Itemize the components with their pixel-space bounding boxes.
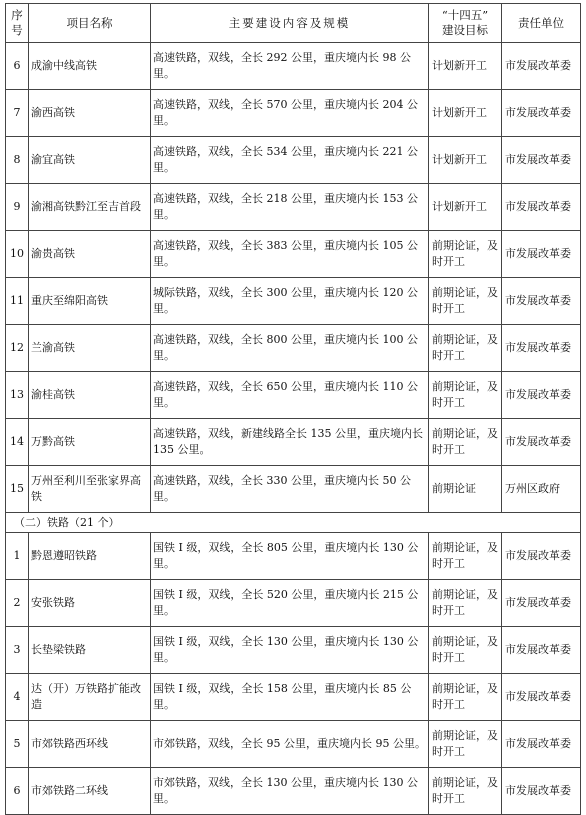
cell-num: 1 <box>6 533 29 580</box>
cell-name: 渝桂高铁 <box>29 372 151 419</box>
cell-content: 高速铁路，双线，新建线路全长 135 公里，重庆境内长 135 公里。 <box>151 419 429 466</box>
cell-unit: 市发展改革委 <box>502 325 581 372</box>
cell-target: 前期论证，及时开工 <box>429 419 502 466</box>
cell-unit: 万州区政府 <box>502 466 581 513</box>
cell-num: 4 <box>6 674 29 721</box>
cell-target: 前期论证，及时开工 <box>429 325 502 372</box>
cell-num: 13 <box>6 372 29 419</box>
table-row <box>6 184 581 231</box>
cell-unit: 市发展改革委 <box>502 43 581 90</box>
cell-unit: 市发展改革委 <box>502 721 581 768</box>
cell-target: 前期论证，及时开工 <box>429 768 502 815</box>
table-row <box>6 533 581 580</box>
cell-num: 12 <box>6 325 29 372</box>
cell-unit: 市发展改革委 <box>502 278 581 325</box>
cell-num: 10 <box>6 231 29 278</box>
cell-target: 前期论证 <box>429 466 502 513</box>
cell-target: 前期论证，及时开工 <box>429 231 502 278</box>
table-row <box>6 419 581 466</box>
cell-num: 9 <box>6 184 29 231</box>
cell-name: 渝湘高铁黔江至吉首段 <box>29 184 151 231</box>
cell-name: 安张铁路 <box>29 580 151 627</box>
header-content: 主要建设内容及规模 <box>151 4 429 43</box>
table-row <box>6 43 581 90</box>
table-row <box>6 278 581 325</box>
header-name: 项目名称 <box>29 4 151 43</box>
cell-name: 达（开）万铁路扩能改造 <box>29 674 151 721</box>
cell-unit: 市发展改革委 <box>502 372 581 419</box>
cell-target: 计划新开工 <box>429 137 502 184</box>
cell-num: 6 <box>6 43 29 90</box>
table-row <box>6 580 581 627</box>
cell-target: 前期论证，及时开工 <box>429 580 502 627</box>
cell-target: 前期论证，及时开工 <box>429 627 502 674</box>
cell-unit: 市发展改革委 <box>502 533 581 580</box>
cell-num: 2 <box>6 580 29 627</box>
cell-name: 长垫梁铁路 <box>29 627 151 674</box>
cell-target: 前期论证，及时开工 <box>429 372 502 419</box>
cell-name: 成渝中线高铁 <box>29 43 151 90</box>
table-row <box>6 768 581 815</box>
cell-unit: 市发展改革委 <box>502 231 581 278</box>
cell-unit: 市发展改革委 <box>502 674 581 721</box>
table-row <box>6 90 581 137</box>
cell-unit: 市发展改革委 <box>502 137 581 184</box>
cell-name: 渝西高铁 <box>29 90 151 137</box>
cell-name: 黔恩遵昭铁路 <box>29 533 151 580</box>
cell-unit: 市发展改革委 <box>502 184 581 231</box>
cell-num: 7 <box>6 90 29 137</box>
cell-unit: 市发展改革委 <box>502 580 581 627</box>
cell-target: 前期论证，及时开工 <box>429 674 502 721</box>
cell-unit: 市发展改革委 <box>502 627 581 674</box>
cell-num: 11 <box>6 278 29 325</box>
cell-content: 高速铁路，双线，全长 534 公里，重庆境内长 221 公里。 <box>151 137 429 184</box>
cell-name: 万州至利川至张家界高铁 <box>29 466 151 513</box>
header-target: “十四五” 建设目标 <box>429 4 502 43</box>
table-row <box>6 674 581 721</box>
table-row <box>6 231 581 278</box>
cell-target: 计划新开工 <box>429 184 502 231</box>
table-header-row <box>6 4 581 43</box>
table-row <box>6 372 581 419</box>
table-row <box>6 466 581 513</box>
cell-num: 5 <box>6 721 29 768</box>
header-num: 序 号 <box>6 4 29 43</box>
cell-target: 前期论证，及时开工 <box>429 721 502 768</box>
cell-content: 高速铁路，双线，全长 570 公里，重庆境内长 204 公里。 <box>151 90 429 137</box>
cell-unit: 市发展改革委 <box>502 90 581 137</box>
cell-num: 15 <box>6 466 29 513</box>
table-row <box>6 721 581 768</box>
table-row <box>6 627 581 674</box>
table-row <box>6 137 581 184</box>
cell-content: 城际铁路，双线，全长 300 公里，重庆境内长 120 公里。 <box>151 278 429 325</box>
cell-target: 前期论证，及时开工 <box>429 533 502 580</box>
table-row <box>6 325 581 372</box>
cell-name: 渝宜高铁 <box>29 137 151 184</box>
cell-content: 高速铁路，双线，全长 800 公里，重庆境内长 100 公里。 <box>151 325 429 372</box>
cell-content: 高速铁路，双线，全长 330 公里，重庆境内长 50 公里。 <box>151 466 429 513</box>
cell-target: 计划新开工 <box>429 90 502 137</box>
cell-content: 高速铁路，双线，全长 650 公里，重庆境内长 110 公里。 <box>151 372 429 419</box>
cell-name: 兰渝高铁 <box>29 325 151 372</box>
cell-num: 3 <box>6 627 29 674</box>
section-heading-row <box>6 513 581 533</box>
cell-content: 高速铁路，双线，全长 218 公里，重庆境内长 153 公里。 <box>151 184 429 231</box>
cell-name: 渝贵高铁 <box>29 231 151 278</box>
cell-name: 重庆至绵阳高铁 <box>29 278 151 325</box>
cell-name: 市郊铁路西环线 <box>29 721 151 768</box>
cell-content: 市郊铁路，双线，全长 95 公里，重庆境内长 95 公里。 <box>151 721 429 768</box>
section-heading: （二）铁路（21 个） <box>6 513 581 533</box>
cell-content: 国铁 I 级，双线，全长 158 公里，重庆境内长 85 公里。 <box>151 674 429 721</box>
cell-num: 14 <box>6 419 29 466</box>
cell-content: 高速铁路，双线，全长 292 公里，重庆境内长 98 公里。 <box>151 43 429 90</box>
project-table <box>5 3 581 815</box>
cell-content: 国铁 I 级，双线，全长 130 公里，重庆境内长 130 公里。 <box>151 627 429 674</box>
header-unit: 责任单位 <box>502 4 581 43</box>
cell-target: 前期论证，及时开工 <box>429 278 502 325</box>
cell-unit: 市发展改革委 <box>502 419 581 466</box>
cell-name: 市郊铁路二环线 <box>29 768 151 815</box>
cell-num: 8 <box>6 137 29 184</box>
cell-unit: 市发展改革委 <box>502 768 581 815</box>
cell-content: 国铁 I 级，双线，全长 520 公里，重庆境内长 215 公里。 <box>151 580 429 627</box>
cell-content: 高速铁路，双线，全长 383 公里，重庆境内长 105 公里。 <box>151 231 429 278</box>
cell-num: 6 <box>6 768 29 815</box>
cell-content: 市郊铁路，双线，全长 130 公里，重庆境内长 130 公里。 <box>151 768 429 815</box>
cell-target: 计划新开工 <box>429 43 502 90</box>
cell-name: 万黔高铁 <box>29 419 151 466</box>
cell-content: 国铁 I 级，双线，全长 805 公里，重庆境内长 130 公里。 <box>151 533 429 580</box>
